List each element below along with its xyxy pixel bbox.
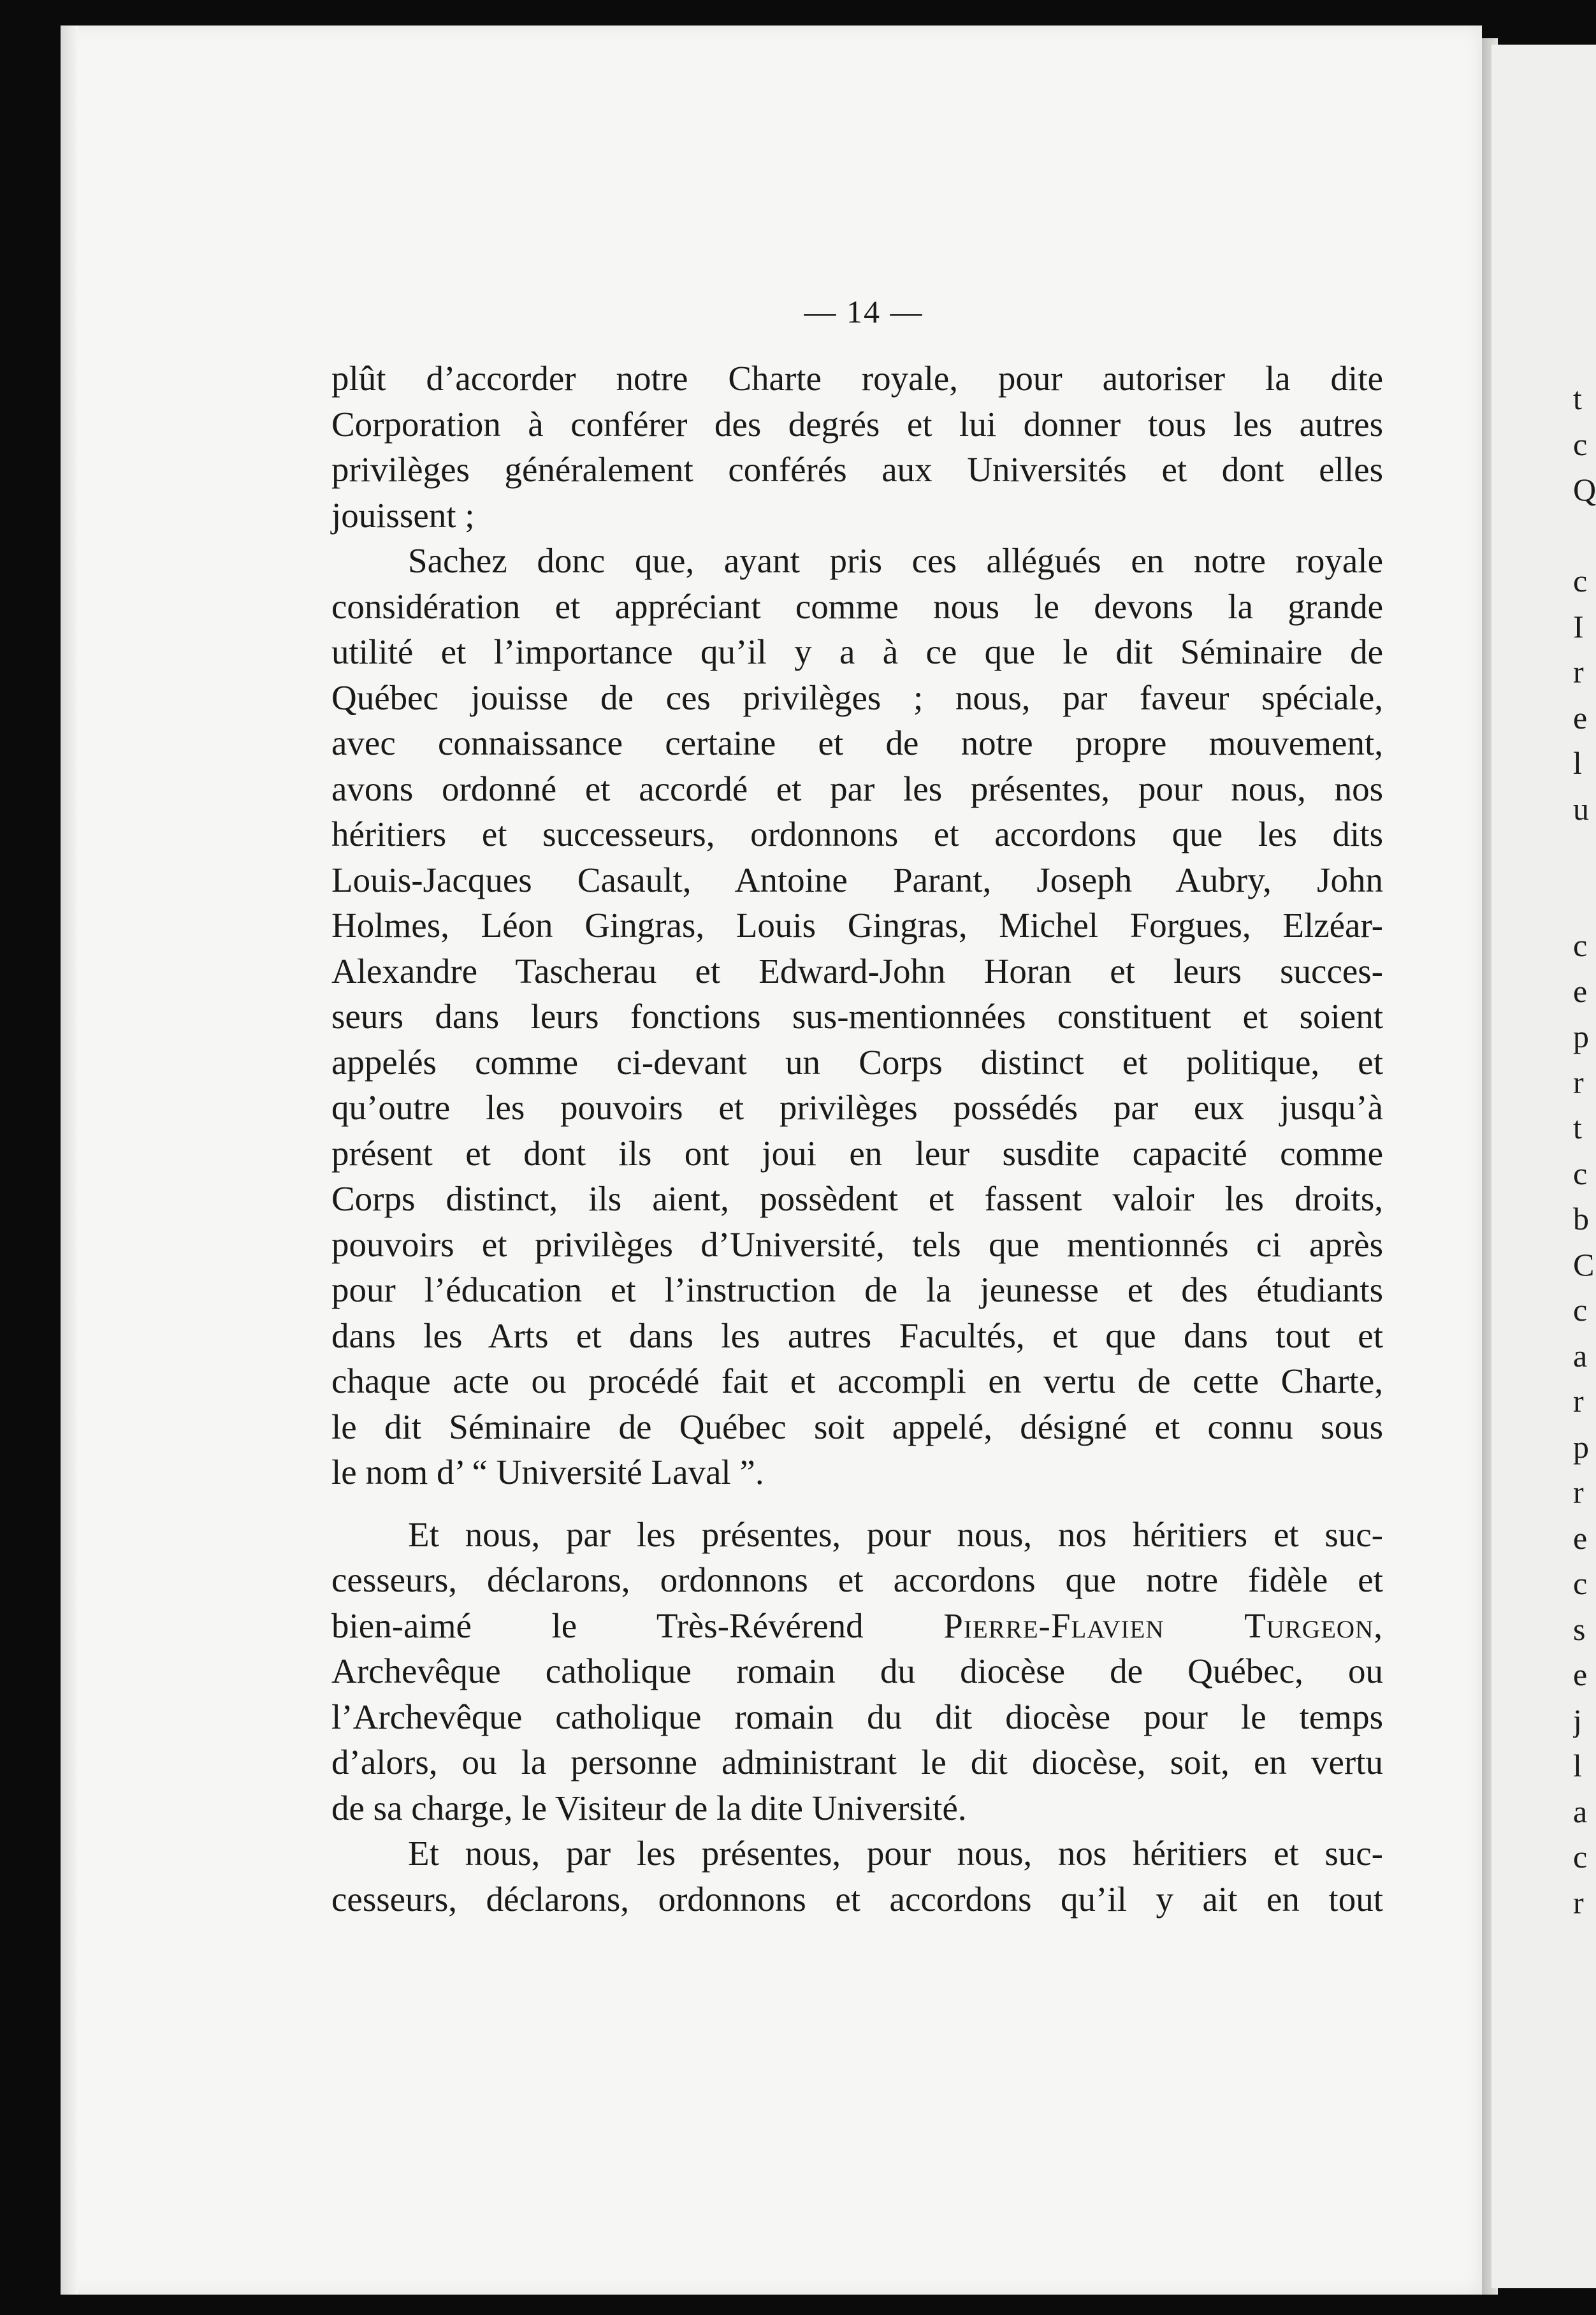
- next-page-letter: u: [1573, 790, 1589, 827]
- next-page-letter: c: [1573, 563, 1588, 599]
- next-page-letter: s: [1573, 1611, 1586, 1647]
- next-page-letter: I: [1573, 608, 1584, 644]
- text-line: considération et appréciant comme nous le devons la grande: [331, 586, 1383, 626]
- text-line: pour l’éducation et l’instruction de la jeunesse et des étudiants: [331, 1270, 1383, 1309]
- text-line: pouvoirs et privilèges d’Université, tels que mentionnés ci après: [331, 1224, 1383, 1264]
- text-line: privilèges généralement conférés aux Universités et dont elles: [331, 450, 1383, 489]
- text-line: Alexandre Tascherau et Edward-John Horan et leurs succes-: [331, 951, 1383, 991]
- text-segment: bien-aimé le Très-Révérend: [331, 1606, 944, 1645]
- text-line: avec connaissance certaine et de notre propre mouvement,: [331, 723, 1383, 762]
- text-line: utilité et l’importance qu’il y a à ce que le dit Séminaire de: [331, 632, 1383, 671]
- text-line: l’Archevêque catholique romain du dit diocèse pour le temps: [331, 1697, 1383, 1736]
- next-page-letter: l: [1573, 1748, 1582, 1783]
- paragraph-4: [331, 1831, 1383, 1922]
- next-page-letter: c: [1573, 1565, 1588, 1601]
- text-line: le nom d’ “ Université Laval ”.: [331, 1453, 764, 1491]
- next-page-letter: l: [1573, 745, 1582, 781]
- next-page-letter: [1573, 878, 1596, 924]
- text-line: plût d’accorder notre Charte royale, pour autoriser la dite: [331, 359, 1383, 398]
- next-page-letter: c: [1573, 927, 1588, 963]
- text-line: Corporation à conférer des degrés et lui donner tous les autres: [331, 404, 1383, 444]
- next-page-letter: [1573, 513, 1596, 559]
- text-line: cesseurs, déclarons, ordonnons et accordons que notre fidèle et: [331, 1560, 1383, 1599]
- text-line: présent et dont ils ont joui en leur susdite capacité comme: [331, 1133, 1383, 1173]
- text-line: qu’outre les pouvoirs et privilèges possédés par eux jusqu’à: [331, 1088, 1383, 1127]
- next-page-letter: a: [1573, 1793, 1588, 1829]
- next-page-letter: c: [1573, 1155, 1588, 1191]
- next-page-letter: p: [1573, 1428, 1589, 1465]
- text-line: Corps distinct, ils aient, possèdent et fassent valoir les droits,: [331, 1179, 1383, 1218]
- text-line: chaque acte ou procédé fait et accompli en vertu de cette Charte,: [331, 1361, 1383, 1400]
- next-page-letter: Q: [1573, 472, 1596, 507]
- next-page-letter: e: [1573, 699, 1588, 736]
- text-line: le dit Séminaire de Québec soit appelé, désigné et connu sous: [331, 1407, 1383, 1446]
- next-page-letter: r: [1573, 1383, 1584, 1419]
- next-page-letter: e: [1573, 973, 1588, 1009]
- text-line: Québec jouisse de ces privilèges ; nous, par faveur spéciale,: [331, 678, 1383, 717]
- next-page-letter: j: [1573, 1702, 1582, 1738]
- text-line: [331, 1603, 1383, 1649]
- text-line: seurs dans leurs fonctions sus-mentionnées constituent et soient: [331, 997, 1383, 1036]
- text-line: Et nous, par les présentes, pour nous, nos héritiers et suc-: [408, 1834, 1383, 1873]
- page-text-block: [331, 293, 1383, 1922]
- next-page-letter: c: [1573, 426, 1588, 462]
- text-line: d’alors, ou la personne administrant le dit diocèse, soit, en vertu: [331, 1743, 1383, 1782]
- next-page-letter: [1573, 832, 1596, 878]
- text-line: Holmes, Léon Gingras, Louis Gingras, Michel Forgues, Elzéar-: [331, 906, 1383, 945]
- next-page-letter: r: [1573, 654, 1584, 690]
- text-line: cesseurs, déclarons, ordonnons et accordons qu’il y ait en tout: [331, 1879, 1383, 1919]
- next-page-letter: t: [1573, 381, 1582, 416]
- next-page-letter: a: [1573, 1337, 1588, 1374]
- next-page-letter: e: [1573, 1520, 1588, 1556]
- next-page-letter: t: [1573, 1110, 1582, 1145]
- next-page-letter: p: [1573, 1019, 1589, 1054]
- next-page-letter: C: [1573, 1246, 1595, 1282]
- next-page-letter: b: [1573, 1201, 1589, 1237]
- text-line: héritiers et successeurs, ordonnons et accordons que les dits: [331, 815, 1383, 853]
- paragraph-3: [331, 1512, 1383, 1831]
- page-number: — 14 —: [804, 294, 924, 330]
- paragraph-1: [331, 356, 1383, 538]
- page-edge: [61, 25, 78, 2295]
- text-line: jouissent ;: [331, 495, 475, 535]
- next-page-letter: c: [1573, 1839, 1588, 1875]
- next-page-text: [1573, 376, 1596, 1926]
- next-page-letter: c: [1573, 1292, 1588, 1328]
- next-page-letter: r: [1573, 1474, 1584, 1510]
- text-line: avons ordonné et accordé et par les présentes, pour nous, nos: [331, 769, 1383, 808]
- next-page-letter: r: [1573, 1884, 1584, 1920]
- paragraph-2: [331, 538, 1383, 1495]
- next-page-letter: e: [1573, 1657, 1588, 1692]
- text-line: dans les Arts et dans les autres Facultés, et que dans tout et: [331, 1316, 1383, 1355]
- next-page-letter: r: [1573, 1064, 1584, 1100]
- text-line: Archevêque catholique romain du diocèse de Québec, ou: [331, 1651, 1383, 1690]
- text-line: Sachez donc que, ayant pris ces allégués en notre royale: [408, 541, 1383, 580]
- name-small-caps: Pierre-Flavien Turgeon,: [943, 1606, 1383, 1645]
- text-line: de sa charge, le Visiteur de la dite Université.: [331, 1788, 967, 1827]
- text-line: Louis-Jacques Casault, Antoine Parant, Joseph Aubry, John: [331, 860, 1383, 899]
- text-line: Et nous, par les présentes, pour nous, nos héritiers et suc-: [408, 1514, 1383, 1554]
- text-line: appelés comme ci-devant un Corps distinct et politique, et: [331, 1042, 1383, 1082]
